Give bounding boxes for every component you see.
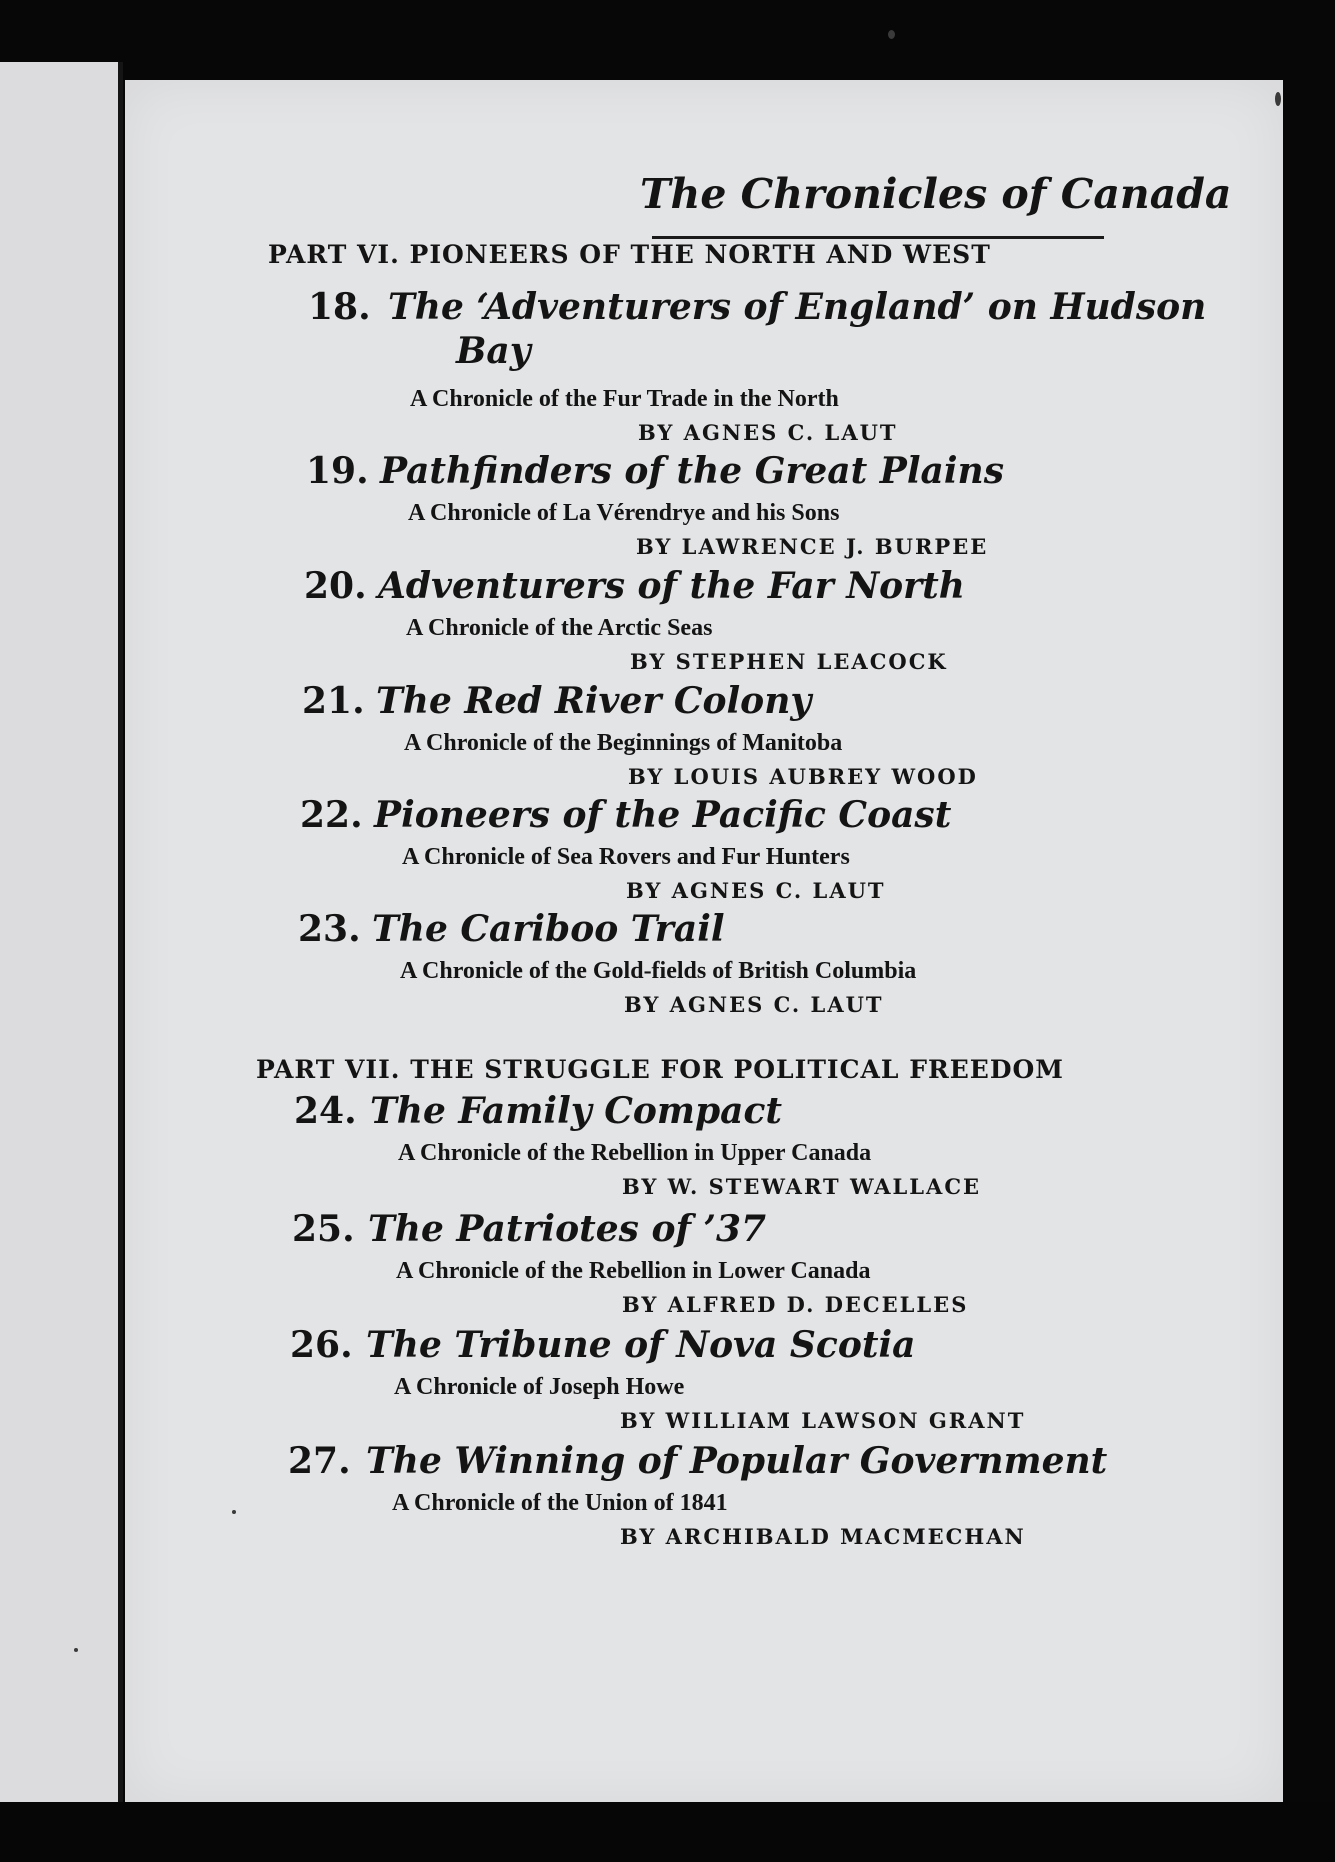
entry-number: 20. [304,565,367,607]
entry-title-continued: Bay [456,330,531,372]
entry-author: BY ALFRED D. DECELLES [622,1292,969,1317]
entry-number: 21. [302,680,365,722]
list-item [304,565,1124,680]
entry-author: BY STEPHEN LEACOCK [630,649,948,674]
list-item [288,1440,1108,1555]
entry-subtitle: A Chronicle of the Rebellion in Upper Canada [398,1140,872,1166]
list-item [308,286,1207,466]
entry-subtitle: A Chronicle of the Arctic Seas [406,615,713,641]
entry-author: BY AGNES C. LAUT [626,878,886,903]
entry-title: Pathfinders of the Great Plains [380,450,1004,492]
scan-bottom-border [0,1802,1335,1862]
entry-title: The Family Compact [370,1090,783,1132]
running-header-title: The Chronicles of Canada [640,170,1232,218]
entry-title: The Patriotes of ’37 [368,1208,767,1250]
entry-number: 22. [300,794,363,836]
entry-subtitle: A Chronicle of Joseph Howe [394,1374,685,1400]
entry-number: 23. [298,908,361,950]
list-item [298,908,1118,1023]
entry-author: BY ARCHIBALD MACMECHAN [620,1524,1026,1549]
list-item [302,680,1122,795]
entry-subtitle: A Chronicle of the Gold-fields of British Columbia [400,958,917,984]
list-item [306,450,1126,565]
entry-title: The Red River Colony [376,680,812,722]
dust-speck [888,30,895,39]
entry-title: Pioneers of the Pacific Coast [374,794,952,836]
entry-subtitle: A Chronicle of the Union of 1841 [392,1490,728,1516]
facing-page-edge [0,62,123,1802]
header-rule [652,236,1104,239]
entry-title: The Winning of Popular Government [366,1440,1108,1482]
entry-subtitle: A Chronicle of the Rebellion in Lower Canada [396,1258,871,1284]
entry-author: BY AGNES C. LAUT [624,992,884,1017]
entry-number: 19. [306,450,369,492]
entry-subtitle: A Chronicle of the Fur Trade in the North [410,386,839,412]
entry-number: 26. [290,1324,353,1366]
entry-subtitle: A Chronicle of Sea Rovers and Fur Hunters [402,844,850,870]
entry-author: BY W. STEWART WALLACE [622,1174,982,1199]
dust-speck [1275,92,1281,106]
entry-title: Adventurers of the Far North [378,565,965,607]
part-heading: PART VI. PIONEERS OF THE NORTH AND WEST [268,240,991,269]
entry-subtitle: A Chronicle of La Vérendrye and his Sons [408,500,840,526]
entry-title: The ‘Adventurers of England’ on Hudson [388,286,1207,328]
dust-speck [74,1648,78,1652]
list-item [290,1324,1110,1439]
entry-title: The Tribune of Nova Scotia [366,1324,916,1366]
list-item [300,794,1120,909]
entry-number: 24. [294,1090,357,1132]
dust-speck [232,1510,236,1514]
entry-subtitle: A Chronicle of the Beginnings of Manitoba [404,730,843,756]
entry-number: 27. [288,1440,351,1482]
entry-number: 25. [292,1208,355,1250]
list-item [292,1208,1112,1323]
entry-author: BY LOUIS AUBREY WOOD [628,764,978,789]
entry-author: BY WILLIAM LAWSON GRANT [620,1408,1026,1433]
entry-number: 18. [308,286,371,328]
list-item [294,1090,1114,1205]
entry-author: BY LAWRENCE J. BURPEE [636,534,989,559]
entry-title: The Cariboo Trail [372,908,725,950]
entry-author: BY AGNES C. LAUT [638,420,898,445]
part-heading: PART VII. THE STRUGGLE FOR POLITICAL FREEDOM [256,1055,1064,1084]
